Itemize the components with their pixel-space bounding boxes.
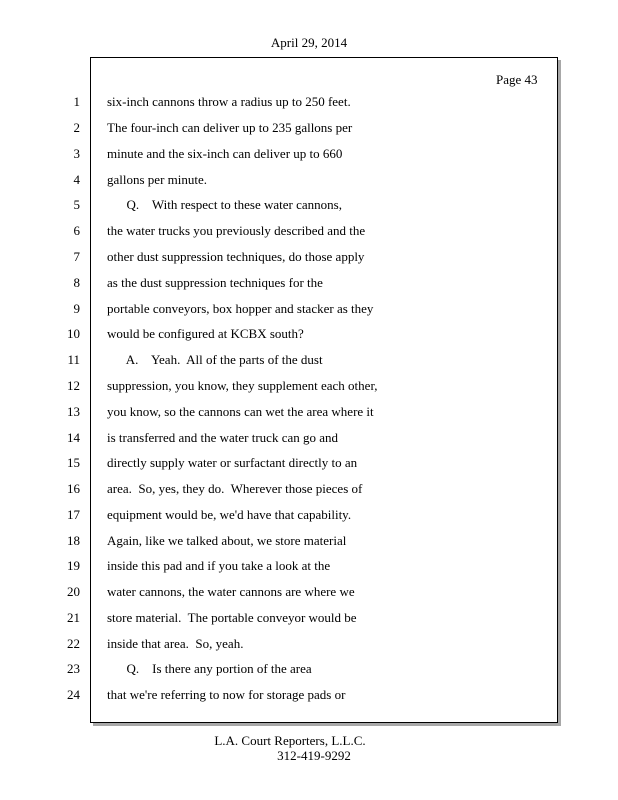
line-text: suppression, you know, they supplement each other, bbox=[107, 378, 378, 393]
line-number: 1 bbox=[73, 94, 80, 109]
line-number: 13 bbox=[67, 404, 80, 419]
transcript-line bbox=[0, 223, 560, 243]
line-text: store material. The portable conveyor would be bbox=[107, 610, 357, 625]
line-text: that we're referring to now for storage pads or bbox=[107, 687, 346, 702]
transcript-line bbox=[0, 94, 560, 114]
line-number: 20 bbox=[67, 584, 80, 599]
line-number: 24 bbox=[67, 687, 80, 702]
footer-company: L.A. Court Reporters, L.L.C. bbox=[214, 733, 366, 748]
header-date: April 29, 2014 bbox=[270, 35, 348, 50]
line-number: 12 bbox=[67, 378, 80, 393]
line-text: Q. With respect to these water cannons, bbox=[107, 197, 342, 212]
transcript-line bbox=[0, 326, 560, 346]
line-text: minute and the six-inch can deliver up to 660 bbox=[107, 146, 343, 161]
transcript-line bbox=[0, 404, 560, 424]
line-number: 11 bbox=[67, 352, 80, 367]
line-number: 4 bbox=[73, 172, 80, 187]
transcript-line bbox=[0, 378, 560, 398]
line-text: is transferred and the water truck can go and bbox=[107, 430, 339, 445]
line-number: 15 bbox=[67, 455, 80, 470]
line-text: inside that area. So, yeah. bbox=[107, 636, 244, 651]
transcript-line bbox=[0, 352, 560, 372]
transcript-line bbox=[0, 584, 560, 604]
line-number: 6 bbox=[73, 223, 80, 238]
line-text: water cannons, the water cannons are where we bbox=[107, 584, 355, 599]
line-number: 7 bbox=[73, 249, 80, 264]
line-number: 23 bbox=[67, 661, 80, 676]
line-text: Again, like we talked about, we store material bbox=[107, 533, 347, 548]
line-text: A. Yeah. All of the parts of the dust bbox=[107, 352, 323, 367]
line-text: you know, so the cannons can wet the area where it bbox=[107, 404, 374, 419]
transcript-line bbox=[0, 533, 560, 553]
transcript-line bbox=[0, 687, 560, 707]
transcript-line bbox=[0, 249, 560, 269]
transcript-line bbox=[0, 146, 560, 166]
line-number: 5 bbox=[73, 197, 80, 212]
line-text: directly supply water or surfactant directly to an bbox=[107, 455, 358, 470]
line-number: 22 bbox=[67, 636, 80, 651]
line-number: 14 bbox=[67, 430, 80, 445]
transcript-line bbox=[0, 455, 560, 475]
line-text: The four-inch can deliver up to 235 gallons per bbox=[107, 120, 353, 135]
line-text: would be configured at KCBX south? bbox=[107, 326, 304, 341]
line-number: 16 bbox=[67, 481, 80, 496]
footer-phone: 312-419-9292 bbox=[277, 748, 351, 763]
line-text: six-inch cannons throw a radius up to 250 feet. bbox=[107, 94, 351, 109]
transcript-line bbox=[0, 430, 560, 450]
line-text: area. So, yes, they do. Wherever those pieces of bbox=[107, 481, 363, 496]
transcript-line bbox=[0, 507, 560, 527]
transcript-line bbox=[0, 301, 560, 321]
line-text: equipment would be, we'd have that capability. bbox=[107, 507, 352, 522]
line-text: gallons per minute. bbox=[107, 172, 208, 187]
line-text: other dust suppression techniques, do those apply bbox=[107, 249, 365, 264]
transcript-line bbox=[0, 275, 560, 295]
line-text: as the dust suppression techniques for the bbox=[107, 275, 323, 290]
line-number: 19 bbox=[67, 558, 80, 573]
line-text: the water trucks you previously described and the bbox=[107, 223, 366, 238]
transcript-line bbox=[0, 172, 560, 192]
transcript-line bbox=[0, 610, 560, 630]
line-number: 17 bbox=[67, 507, 80, 522]
line-number: 3 bbox=[73, 146, 80, 161]
line-number: 21 bbox=[67, 610, 80, 625]
transcript-line bbox=[0, 120, 560, 140]
line-text: portable conveyors, box hopper and stacker as they bbox=[107, 301, 374, 316]
transcript-line bbox=[0, 197, 560, 217]
line-number: 8 bbox=[73, 275, 80, 290]
transcript-line bbox=[0, 558, 560, 578]
line-number: 18 bbox=[67, 533, 80, 548]
transcript-line bbox=[0, 636, 560, 656]
line-text: Q. Is there any portion of the area bbox=[107, 661, 312, 676]
transcript-line bbox=[0, 481, 560, 501]
line-number: 10 bbox=[67, 326, 80, 341]
line-text: inside this pad and if you take a look at the bbox=[107, 558, 331, 573]
line-number: 9 bbox=[73, 301, 80, 316]
transcript-line bbox=[0, 661, 560, 681]
page-number: Page 43 bbox=[496, 72, 538, 87]
line-number: 2 bbox=[73, 120, 80, 135]
